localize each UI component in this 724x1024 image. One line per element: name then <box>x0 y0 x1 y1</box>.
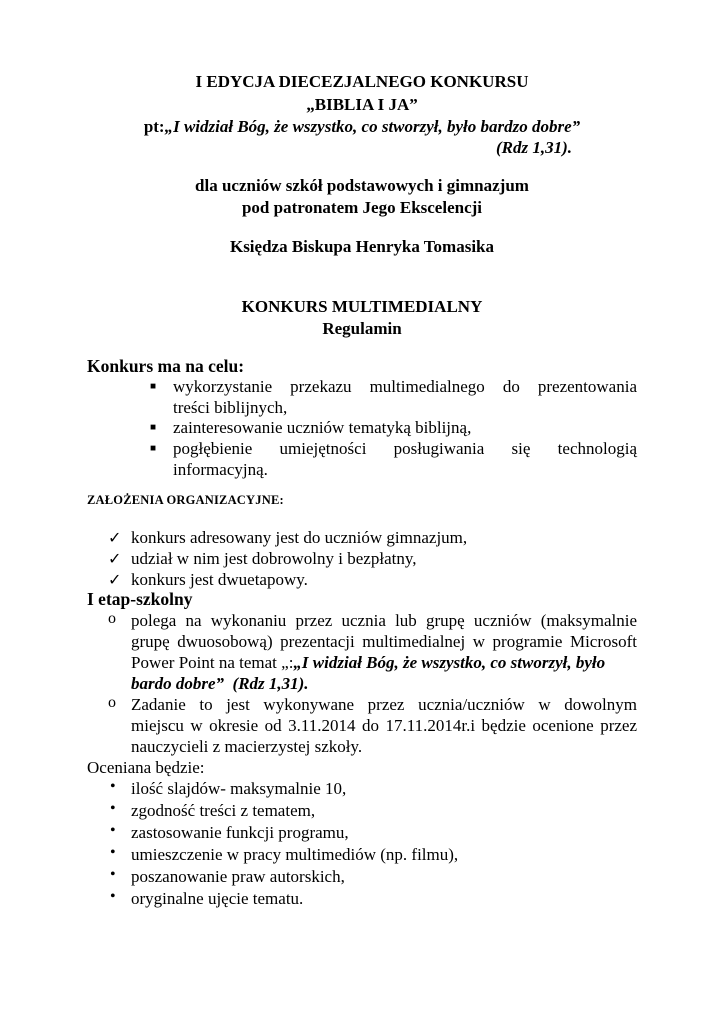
rules-title: Regulamin <box>322 319 402 338</box>
audience-line-1: dla uczniów szkół podstawowych i gimnazjum <box>195 176 529 195</box>
organization-item-3: konkurs jest dwuetapowy. <box>131 570 308 589</box>
organization-item-1: konkurs adresowany jest do uczniów gimnazjum, <box>131 528 468 547</box>
checkmark-icon: ✓ <box>108 528 122 547</box>
checkmark-icon: ✓ <box>108 570 122 589</box>
stage1-item1-line-3 <box>131 652 637 673</box>
evaluation-item-4: umieszczenie w pracy multimediów (np. filmu), <box>131 845 459 864</box>
motto-line <box>0 116 724 137</box>
square-bullet-icon: ■ <box>150 443 157 454</box>
motto-prefix: pt: <box>143 117 165 136</box>
bullet-icon: • <box>110 822 116 839</box>
stage1-heading: I etap-szkolny <box>87 589 193 609</box>
bullet-icon: • <box>110 866 116 883</box>
stage1-item2-line-2: miejscu w okresie od 3.11.2014 do 17.11.2014r.i będzie ocenione przez <box>131 716 637 735</box>
goal-item-2: zainteresowanie uczniów tematyką biblijną, <box>173 418 472 437</box>
stage1-item2-line-3: nauczycieli z macierzystej szkoły. <box>131 737 363 756</box>
circle-bullet-icon: o <box>108 610 116 627</box>
goal-item-3-line-2: informacyjną. <box>173 460 268 479</box>
square-bullet-icon: ■ <box>150 422 157 433</box>
stage1-item1-line-4: bardo dobre” (Rdz 1,31). <box>131 674 309 693</box>
evaluation-heading: Oceniana będzie: <box>87 758 205 777</box>
contest-name: „BIBLIA I JA” <box>306 95 418 114</box>
edition-title: I EDYCJA DIECEZJALNEGO KONKURSU <box>195 72 529 91</box>
bullet-icon: • <box>110 888 116 905</box>
evaluation-item-5: poszanowanie praw autorskich, <box>131 867 345 886</box>
circle-bullet-icon: o <box>108 694 116 711</box>
organization-item-2: udział w nim jest dobrowolny i bezpłatny, <box>131 549 417 568</box>
motto-reference: (Rdz 1,31). <box>496 138 573 157</box>
topic-text: „I widział Bóg, że wszystko, co stworzył, było <box>293 653 606 672</box>
topic-prefix: Power Point na temat „: <box>131 653 294 672</box>
goal-item-1-line-1: wykorzystanie przekazu multimedialnego do prezentowania <box>173 377 637 396</box>
evaluation-item-1: ilość slajdów- maksymalnie 10, <box>131 779 347 798</box>
audience-line-2: pod patronatem Jego Ekscelencji <box>241 198 483 217</box>
motto-text: „I widział Bóg, że wszystko, co stworzył, było bardzo dobre” <box>164 117 581 136</box>
contest-type-title: KONKURS MULTIMEDIALNY <box>241 297 483 316</box>
evaluation-item-2: zgodność treści z tematem, <box>131 801 316 820</box>
goal-item-1-line-2: treści biblijnych, <box>173 398 288 417</box>
evaluation-item-3: zastosowanie funkcji programu, <box>131 823 349 842</box>
evaluation-item-6: oryginalne ujęcie tematu. <box>131 889 304 908</box>
checkmark-icon: ✓ <box>108 549 122 568</box>
square-bullet-icon: ■ <box>150 381 157 392</box>
stage1-item1-line-1: polega na wykonaniu przez ucznia lub grupę uczniów (maksymalnie <box>131 611 637 630</box>
stage1-item2-line-1: Zadanie to jest wykonywane przez ucznia/uczniów w dowolnym <box>131 695 637 714</box>
goal-item-3-line-1: pogłębienie umiejętności posługiwania się technologią <box>173 439 637 458</box>
bullet-icon: • <box>110 778 116 795</box>
bullet-icon: • <box>110 844 116 861</box>
patron-name: Księdza Biskupa Henryka Tomasika <box>229 237 495 256</box>
stage1-item1-line-2: grupę dwuosobową) prezentacji multimedialnej w programie Microsoft <box>131 632 637 651</box>
organization-heading: ZAŁOŻENIA ORGANIZACYJNE: <box>87 493 284 507</box>
goals-heading: Konkurs ma na celu: <box>87 356 245 376</box>
bullet-icon: • <box>110 800 116 817</box>
